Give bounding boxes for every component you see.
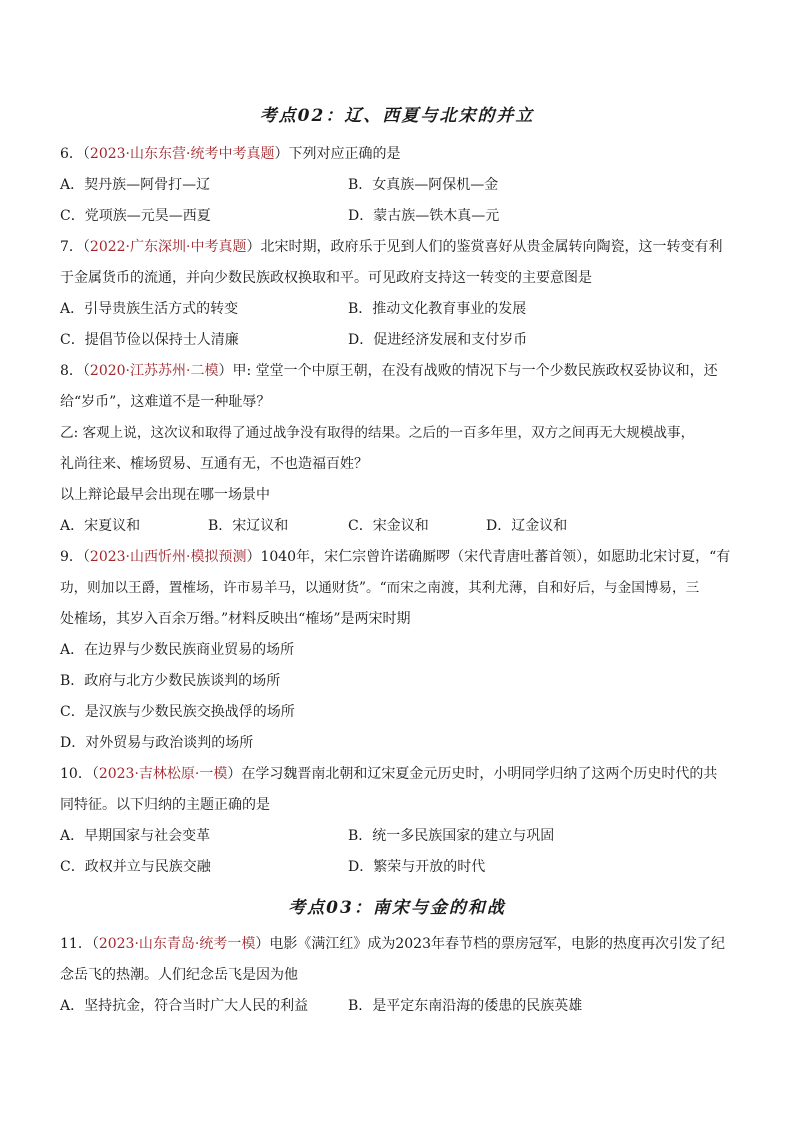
- question-stem-line: 礼尚往来、榷场贸易、互通有无，不也造福百姓？: [60, 456, 368, 472]
- question-source: 2023·山西忻州·模拟预测: [89, 549, 247, 565]
- option-a: A．契丹族—阿骨打—辽: [60, 177, 211, 193]
- question-stem-line: 给“岁币”，这难道不是一种耻辱？: [60, 394, 271, 410]
- option-d: D．辽金议和: [486, 518, 568, 534]
- question-number: 6．: [60, 146, 83, 162]
- option-a: A．早期国家与社会变革: [60, 828, 211, 844]
- option-d: D．蒙古族—铁木真—元: [348, 208, 500, 224]
- option-d: D．繁荣与开放的时代: [348, 859, 486, 875]
- option-a: A．在边界与少数民族商业贸易的场所: [60, 642, 295, 658]
- question-10: 10．（2023·吉林松原·一模）在学习魏晋南北朝和辽宋夏金元历史时，小明同学归纳了这两个历史时代的共: [60, 766, 718, 782]
- question-11: 11．（2023·山东青岛·统考一模）电影《满江红》成为2023年春节档的票房冠军，电影的热度再次引发了纪: [60, 936, 725, 952]
- option-c: C．党项族—元昊—西夏: [60, 208, 211, 224]
- question-source: 2023·吉林松原·一模: [98, 766, 228, 782]
- question-stem-line: 处榷场，其岁入百余万缗。”材料反映出“榷场”是两宋时期: [60, 611, 411, 627]
- question-stem-line: 念岳飞的热潮。人们纪念岳飞是因为他: [60, 967, 298, 983]
- option-b: B．统一多民族国家的建立与巩固: [348, 828, 555, 844]
- option-b: B．是平定东南沿海的倭患的民族英雄: [348, 998, 583, 1014]
- option-c: C．政权并立与民族交融: [60, 859, 211, 875]
- option-a: A．坚持抗金，符合当时广大人民的利益: [60, 998, 309, 1014]
- question-stem-line: 于金属货币的流通，并向少数民族政权换取和平。可见政府支持这一转变的主要意图是: [60, 270, 592, 286]
- option-b: B．政府与北方少数民族谈判的场所: [60, 673, 281, 689]
- question-9: 9．（2023·山西忻州·模拟预测）1040年，宋仁宗曾许诺确厮啰（宋代青唐吐蕃首领），如愿助北宋讨夏，“有: [60, 549, 731, 565]
- option-c: C．宋金议和: [348, 518, 429, 534]
- option-b: B．推动文化教育事业的发展: [348, 301, 527, 317]
- section-title-03: 考点03：南宋与金的和战: [288, 898, 506, 918]
- question-stem-line: 乙: 客观上说，这次议和取得了通过战争没有取得的结果。之后的一百多年里，双方之间再无大规模战事，: [60, 425, 695, 441]
- question-stem-line: 功，则加以王爵，置榷场，许市易羊马，以通财货”。“而宋之南渡，其利尤薄，自和好后，与金国博易，三: [60, 580, 700, 596]
- option-b: B．女真族—阿保机—金: [348, 177, 499, 193]
- question-number: 8．: [60, 363, 83, 379]
- question-stem: 1040年，宋仁宗曾许诺确厮啰（宋代青唐吐蕃首领），如愿助北宋讨夏，“有: [260, 549, 731, 565]
- question-stem: 下列对应正确的是: [288, 146, 401, 162]
- option-d: D．对外贸易与政治谈判的场所: [60, 735, 254, 751]
- question-stem: 在学习魏晋南北朝和辽宋夏金元历史时，小明同学归纳了这两个历史时代的共: [241, 766, 718, 782]
- question-stem: 电影《满江红》成为2023年春节档的票房冠军，电影的热度再次引发了纪: [269, 936, 725, 952]
- option-c: C．是汉族与少数民族交换战俘的场所: [60, 704, 295, 720]
- question-number: 11．: [60, 936, 92, 952]
- section-title-02: 考点02：辽、西夏与北宋的并立: [259, 106, 535, 126]
- question-8: 8．（2020·江苏苏州·二模）甲: 堂堂一个中原王朝，在没有战败的情况下与一个少数民族政权妥协议和，还: [60, 363, 718, 379]
- question-stem-line: 以上辩论最早会出现在哪一场景中: [60, 487, 270, 503]
- question-stem-line: 同特征。以下归纳的主题正确的是: [60, 797, 270, 813]
- question-number: 10．: [60, 766, 92, 782]
- option-a: A．引导贵族生活方式的转变: [60, 301, 239, 317]
- question-source: 2022·广东深圳·中考真题: [89, 239, 247, 255]
- question-7: 7．（2022·广东深圳·中考真题）北宋时期，政府乐于见到人们的鉴赏喜好从贵金属转向陶瓷，这一转变有利: [60, 239, 723, 255]
- question-number: 7．: [60, 239, 83, 255]
- option-c: C．提倡节俭以保持士人清廉: [60, 332, 239, 348]
- question-source: 2023·山东东营·统考中考真题: [89, 146, 275, 162]
- question-source: 2020·江苏苏州·二模: [89, 363, 219, 379]
- option-d: D．促进经济发展和支付岁币: [348, 332, 528, 348]
- question-number: 9．: [60, 549, 83, 565]
- option-b: B．宋辽议和: [208, 518, 289, 534]
- question-source: 2023·山东青岛·统考一模: [98, 936, 256, 952]
- question-stem: 甲: 堂堂一个中原王朝，在没有战败的情况下与一个少数民族政权妥协议和，还: [232, 363, 718, 379]
- question-stem: 北宋时期，政府乐于见到人们的鉴赏喜好从贵金属转向陶瓷，这一转变有利: [260, 239, 723, 255]
- option-a: A．宋夏议和: [60, 518, 141, 534]
- question-6: 6．（2023·山东东营·统考中考真题）下列对应正确的是: [60, 146, 401, 162]
